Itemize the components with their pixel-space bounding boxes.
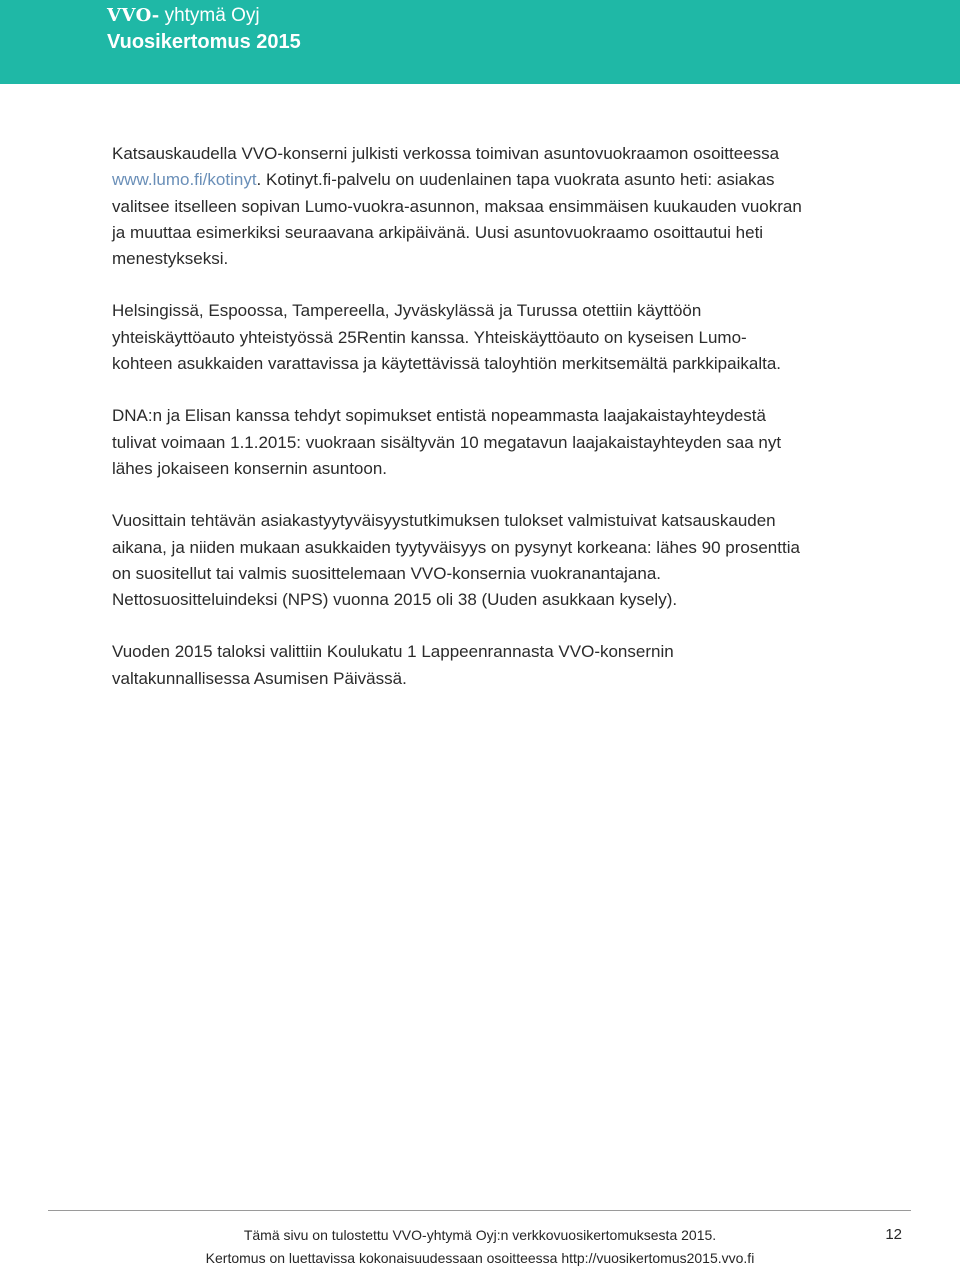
paragraph-broadband [112, 403, 872, 482]
text-fragment: . Kotinyt.fi-palvelu on uudenlainen tapa vuokrata asunto heti: asiakas [256, 170, 775, 190]
text-line: aikana, ja niiden mukaan asukkaiden tyytyväisyys on pysynyt korkeana: lähes 90 prosenttia [112, 537, 800, 557]
paragraph-house-of-year [112, 639, 872, 692]
page-number: 12 [885, 1226, 902, 1243]
brand-separator: - [151, 5, 160, 26]
text-line: valitsee itselleen sopivan Lumo-vuokra-asunnon, maksaa ensimmäisen kuukauden vuokran [112, 196, 802, 216]
text-line: on suositellut tai valmis suosittelemaan VVO-konsernia vuokranantajana. [112, 563, 662, 583]
text-line: Helsingissä, Espoossa, Tampereella, Jyväskylässä ja Turussa otettiin käyttöön [112, 301, 702, 321]
footer-full-report-notice: Kertomus on luettavissa kokonaisuudessaan osoitteessa http://vuosikertomus2015.vvo.fi [205, 1250, 755, 1266]
text-line: menestykseksi. [112, 249, 229, 269]
text-line: tulivat voimaan 1.1.2015: vuokraan sisältyvän 10 megatavun laajakaistayhteyden saa nyt [112, 432, 782, 452]
brand-logo: VVO [107, 5, 152, 26]
brand-company: yhtymä Oyj [164, 5, 260, 26]
text-line: kohteen asukkaiden varattavissa ja käytettävissä taloyhtiön merkitsemältä parkkipaikalta. [112, 354, 782, 374]
footer-divider [48, 1210, 911, 1211]
text-line: Vuosittain tehtävän asiakastyytyväisyystutkimuksen tulokset valmistuivat katsauskauden [112, 511, 776, 531]
brand [107, 3, 960, 28]
report-title: Vuosikertomus 2015 [107, 31, 301, 53]
text-line [112, 167, 872, 193]
paragraph-car-sharing [112, 298, 872, 377]
text-line: Nettosuositteluindeksi (NPS) vuonna 2015 oli 38 (Uuden asukkaan kysely). [112, 590, 678, 610]
text-line: Vuoden 2015 taloksi valittiin Koulukatu 1 Lappeenrannasta VVO-konsernin [112, 642, 674, 662]
text-line: yhteiskäyttöauto yhteistyössä 25Rentin kanssa. Yhteiskäyttöauto on kyseisen Lumo- [112, 327, 747, 347]
paragraph-kotinyt [112, 141, 872, 272]
text-line: ja muuttaa esimerkiksi seuraavana arkipäivänä. Uusi asuntovuokraamo osoittautui heti [112, 222, 764, 242]
footer-printed-notice: Tämä sivu on tulostettu VVO-yhtymä Oyj:n verkkovuosikertomuksesta 2015. [243, 1227, 717, 1243]
main-content [112, 141, 872, 718]
text-line: lähes jokaiseen konsernin asuntoon. [112, 458, 388, 478]
text-line: valtakunnallisessa Asumisen Päivässä. [112, 668, 407, 688]
text-line: Katsauskaudella VVO-konserni julkisti verkossa toimivan asuntovuokraamon osoitteessa [112, 144, 780, 163]
kotinyt-link[interactable]: www.lumo.fi/kotinyt [112, 170, 257, 190]
page-header [0, 0, 960, 84]
paragraph-satisfaction [112, 508, 872, 613]
text-line: DNA:n ja Elisan kanssa tehdyt sopimukset entistä nopeammasta laajakaistayhteydestä [112, 406, 766, 426]
